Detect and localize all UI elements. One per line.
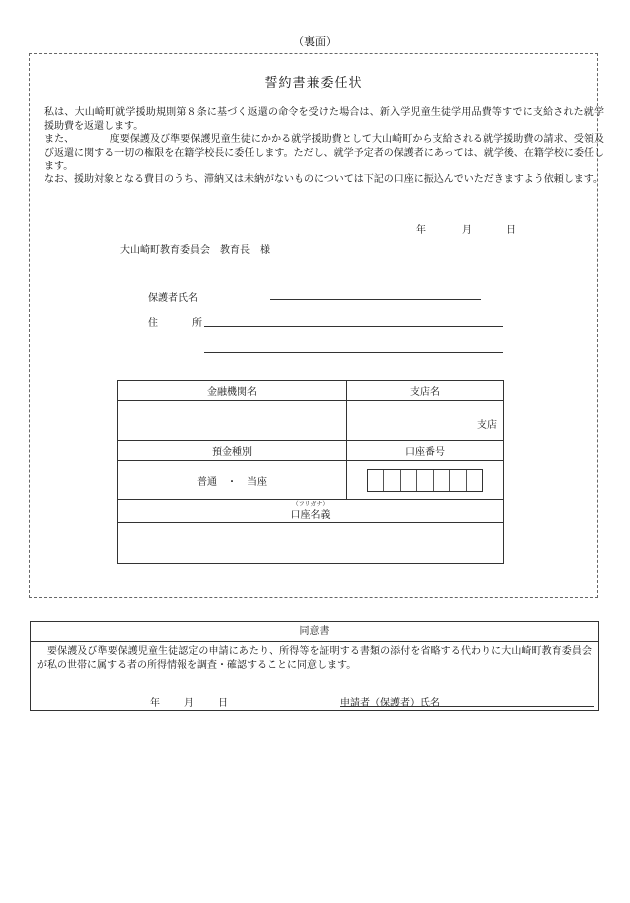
branch-suffix: 支店 <box>477 420 497 431</box>
account-holder-kana-label: （フリガナ） <box>292 501 329 508</box>
bank-account-table <box>117 380 504 564</box>
pledge-paragraph-3: なお、援助対象となる費目のうち、滞納又は未納がないものについては下記の口座に振込んでいただきますよう依頼します。 <box>44 174 603 185</box>
pledge-date-day: 日 <box>506 225 516 236</box>
account-holder-cell <box>118 500 504 564</box>
page-side-header: （裏面） <box>293 35 337 48</box>
pledge-date-month: 月 <box>462 225 472 236</box>
bank-name-field[interactable] <box>118 401 347 441</box>
account-digit-box[interactable] <box>417 470 433 491</box>
pledge-paragraph-2: また、 度要保護及び準要保護児童生徒にかかる就学援助費として大山崎町から支給される就学援助費の請求、受領及び返還に関する一切の権限を在籍学校長に委任します。ただし、就学予定者の保護者にあっては、就学後、在籍学校に委任します。 <box>44 134 604 172</box>
account-number-header: 口座番号 <box>347 441 504 461</box>
guardian-name-field[interactable] <box>270 299 481 300</box>
account-number-field[interactable] <box>367 469 483 492</box>
consent-text: 要保護及び準要保護児童生徒認定の申請にあたり、所得等を証明する書類の添付を省略する代わりに大山崎町教育委員会が私の世帯に属する者の所得情報を調査・確認することに同意します。 <box>37 646 592 671</box>
account-digit-box[interactable] <box>368 470 384 491</box>
guardian-name-label: 保護者氏名 <box>148 293 198 304</box>
account-digit-box[interactable] <box>401 470 417 491</box>
account-type-options[interactable]: 普通 ・ 当座 <box>118 461 347 500</box>
address-label-part1: 住 <box>148 318 158 329</box>
account-holder-header: 口座名義 <box>118 509 503 523</box>
bank-name-header: 金融機関名 <box>118 381 347 401</box>
address-field-line-1[interactable] <box>204 326 503 327</box>
consent-title: 同意書 <box>31 622 598 642</box>
account-number-cell <box>347 461 504 500</box>
branch-name-header: 支店名 <box>347 381 504 401</box>
applicant-name-field[interactable] <box>340 706 594 707</box>
account-type-header: 預金種別 <box>118 441 347 461</box>
address-label-part2: 所 <box>192 318 202 329</box>
applicant-name-label: 申請者（保護者）氏名 <box>340 698 440 709</box>
account-digit-box[interactable] <box>434 470 450 491</box>
consent-section <box>30 621 599 711</box>
consent-date-day: 日 <box>218 698 228 709</box>
pledge-date-year: 年 <box>416 225 426 236</box>
account-holder-field[interactable] <box>118 523 503 563</box>
consent-date-year: 年 <box>150 698 160 709</box>
branch-name-field[interactable] <box>347 401 504 441</box>
address-field-line-2[interactable] <box>204 352 503 353</box>
pledge-title: 誓約書兼委任状 <box>264 76 363 91</box>
account-digit-box[interactable] <box>450 470 466 491</box>
pledge-paragraph-1: 私は、大山崎町就学援助規則第８条に基づく返還の命令を受けた場合は、新入学児童生徒学用品費等すでに支給された就学援助費を返還します。 <box>44 107 604 132</box>
consent-date-month: 月 <box>184 698 194 709</box>
addressee: 大山崎町教育委員会 教育長 様 <box>120 245 270 256</box>
account-digit-box[interactable] <box>467 470 482 491</box>
account-digit-box[interactable] <box>384 470 400 491</box>
